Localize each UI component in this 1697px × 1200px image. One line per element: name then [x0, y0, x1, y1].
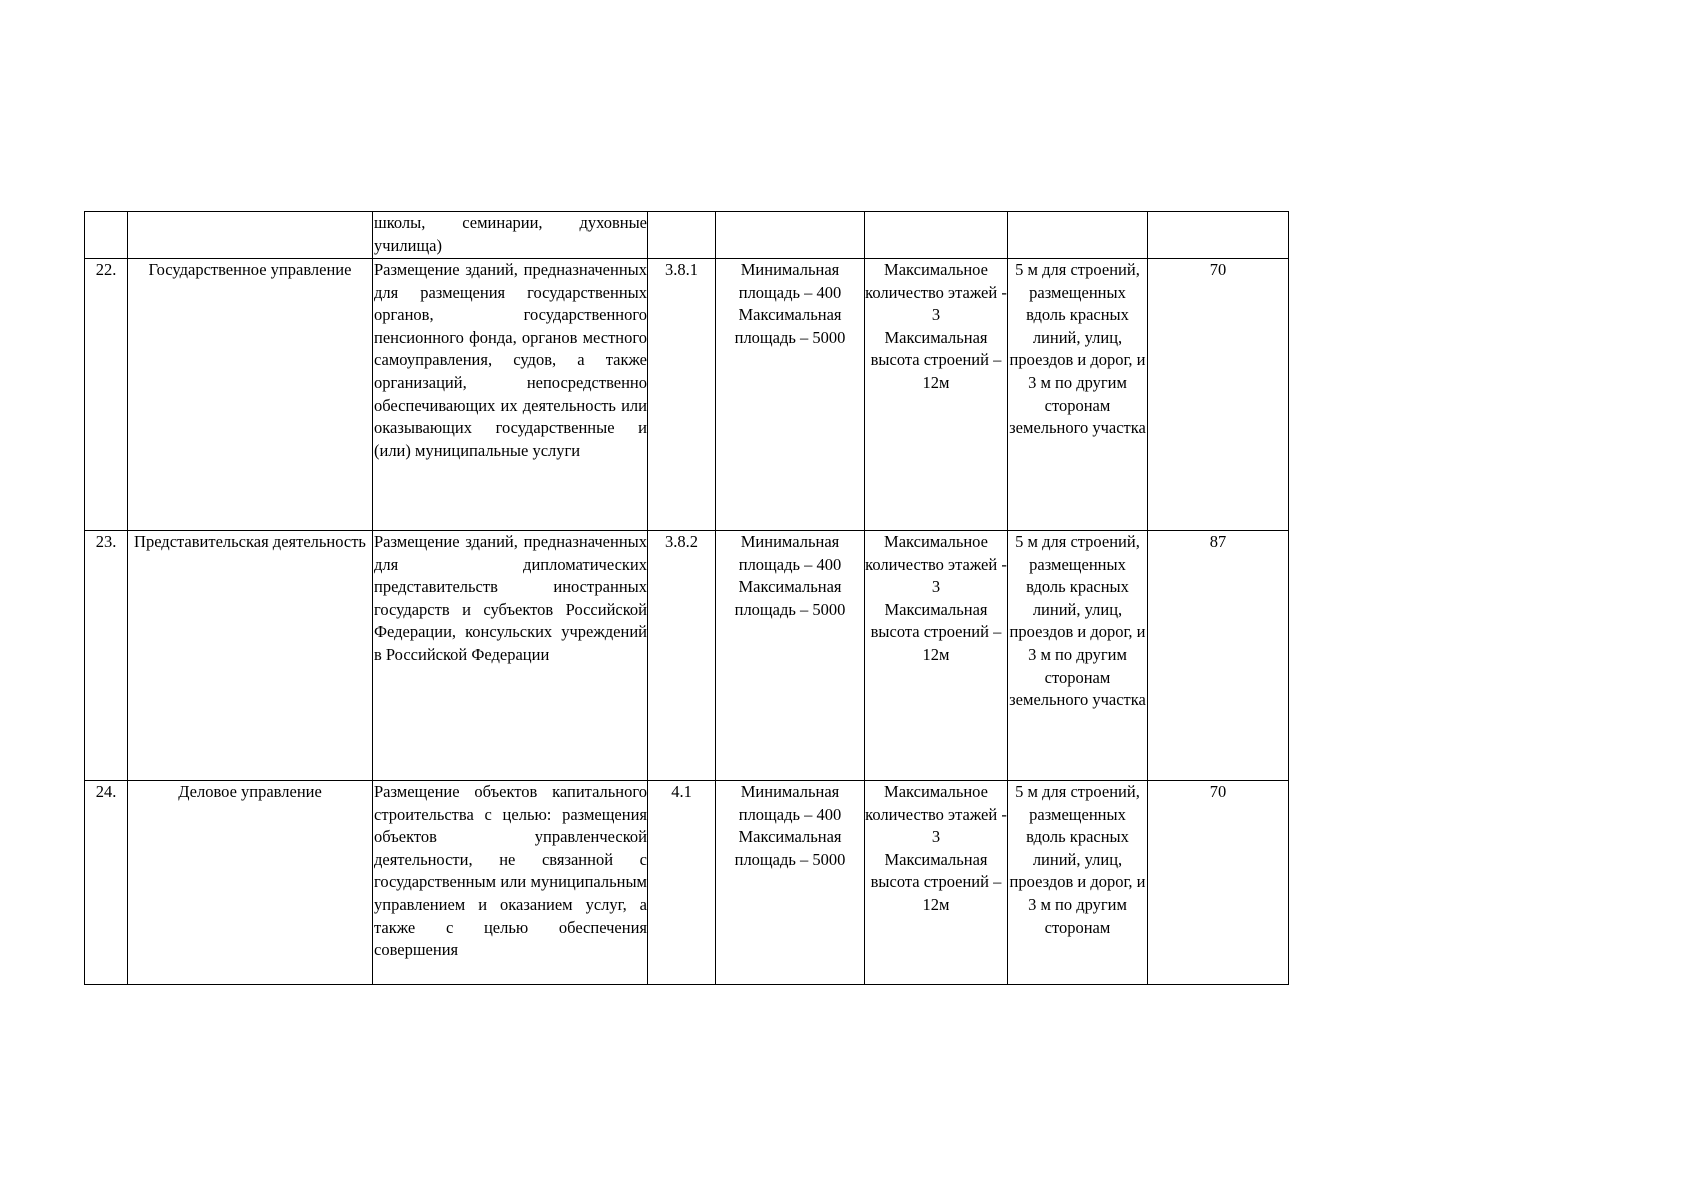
description-cell: Размещение зданий, предназначенных для дипломатических представительств иностранных государств и субъектов Российской Федерации, консульских учреждений в Российской Федерации: [373, 531, 648, 781]
setback-cell: 5 м для строений, размещенных вдоль красных линий, улиц, проездов и дорог, и 3 м по другим сторонам земельного участка: [1008, 531, 1148, 781]
floors-cell: Максимальное количество этажей - 3 Максимальная высота строений – 12м: [865, 531, 1008, 781]
code-cell: 4.1: [648, 781, 716, 985]
code-cell: [648, 212, 716, 259]
row-number-cell: 23.: [85, 531, 128, 781]
percent-cell: 87: [1148, 531, 1289, 781]
use-name-cell: Представительская деятельность: [128, 531, 373, 781]
floors-cell: Максимальное количество этажей - 3 Максимальная высота строений – 12м: [865, 259, 1008, 531]
percent-cell: 70: [1148, 259, 1289, 531]
setback-cell: 5 м для строений, размещенных вдоль красных линий, улиц, проездов и дорог, и 3 м по другим сторонам земельного участка: [1008, 259, 1148, 531]
table-row: [85, 212, 1289, 259]
floors-cell: Максимальное количество этажей - 3 Максимальная высота строений – 12м: [865, 781, 1008, 985]
floors-cell: [865, 212, 1008, 259]
percent-cell: 70: [1148, 781, 1289, 985]
setback-cell: [1008, 212, 1148, 259]
row-number-cell: 24.: [85, 781, 128, 985]
table-row: [85, 531, 1289, 781]
row-number-cell: 22.: [85, 259, 128, 531]
setback-cell: 5 м для строений, размещенных вдоль красных линий, улиц, проездов и дорог, и 3 м по другим сторонам: [1008, 781, 1148, 985]
use-name-cell: Деловое управление: [128, 781, 373, 985]
description-cell: школы, семинарии, духовные училища): [373, 212, 648, 259]
area-cell: Минимальная площадь – 400 Максимальная площадь – 5000: [716, 259, 865, 531]
use-name-cell: Государственное управление: [128, 259, 373, 531]
description-cell: Размещение зданий, предназначенных для размещения государственных органов, государственного пенсионного фонда, органов местного самоуправления, судов, а также организаций, непосредственно обеспечивающих их деятельность или оказывающих государственные и (или) муниципальные услуги: [373, 259, 648, 531]
zoning-table: [84, 211, 1289, 985]
area-cell: Минимальная площадь – 400 Максимальная площадь – 5000: [716, 531, 865, 781]
table-row: [85, 259, 1289, 531]
area-cell: [716, 212, 865, 259]
area-cell: Минимальная площадь – 400 Максимальная площадь – 5000: [716, 781, 865, 985]
description-cell: Размещение объектов капитального строительства с целью: размещения объектов управленческой деятельности, не связанной с государственным или муниципальным управлением и оказанием услуг, а также с целью обеспечения совершения: [373, 781, 648, 985]
percent-cell: [1148, 212, 1289, 259]
code-cell: 3.8.1: [648, 259, 716, 531]
table-row: [85, 781, 1289, 985]
code-cell: 3.8.2: [648, 531, 716, 781]
row-number-cell: [85, 212, 128, 259]
use-name-cell: [128, 212, 373, 259]
